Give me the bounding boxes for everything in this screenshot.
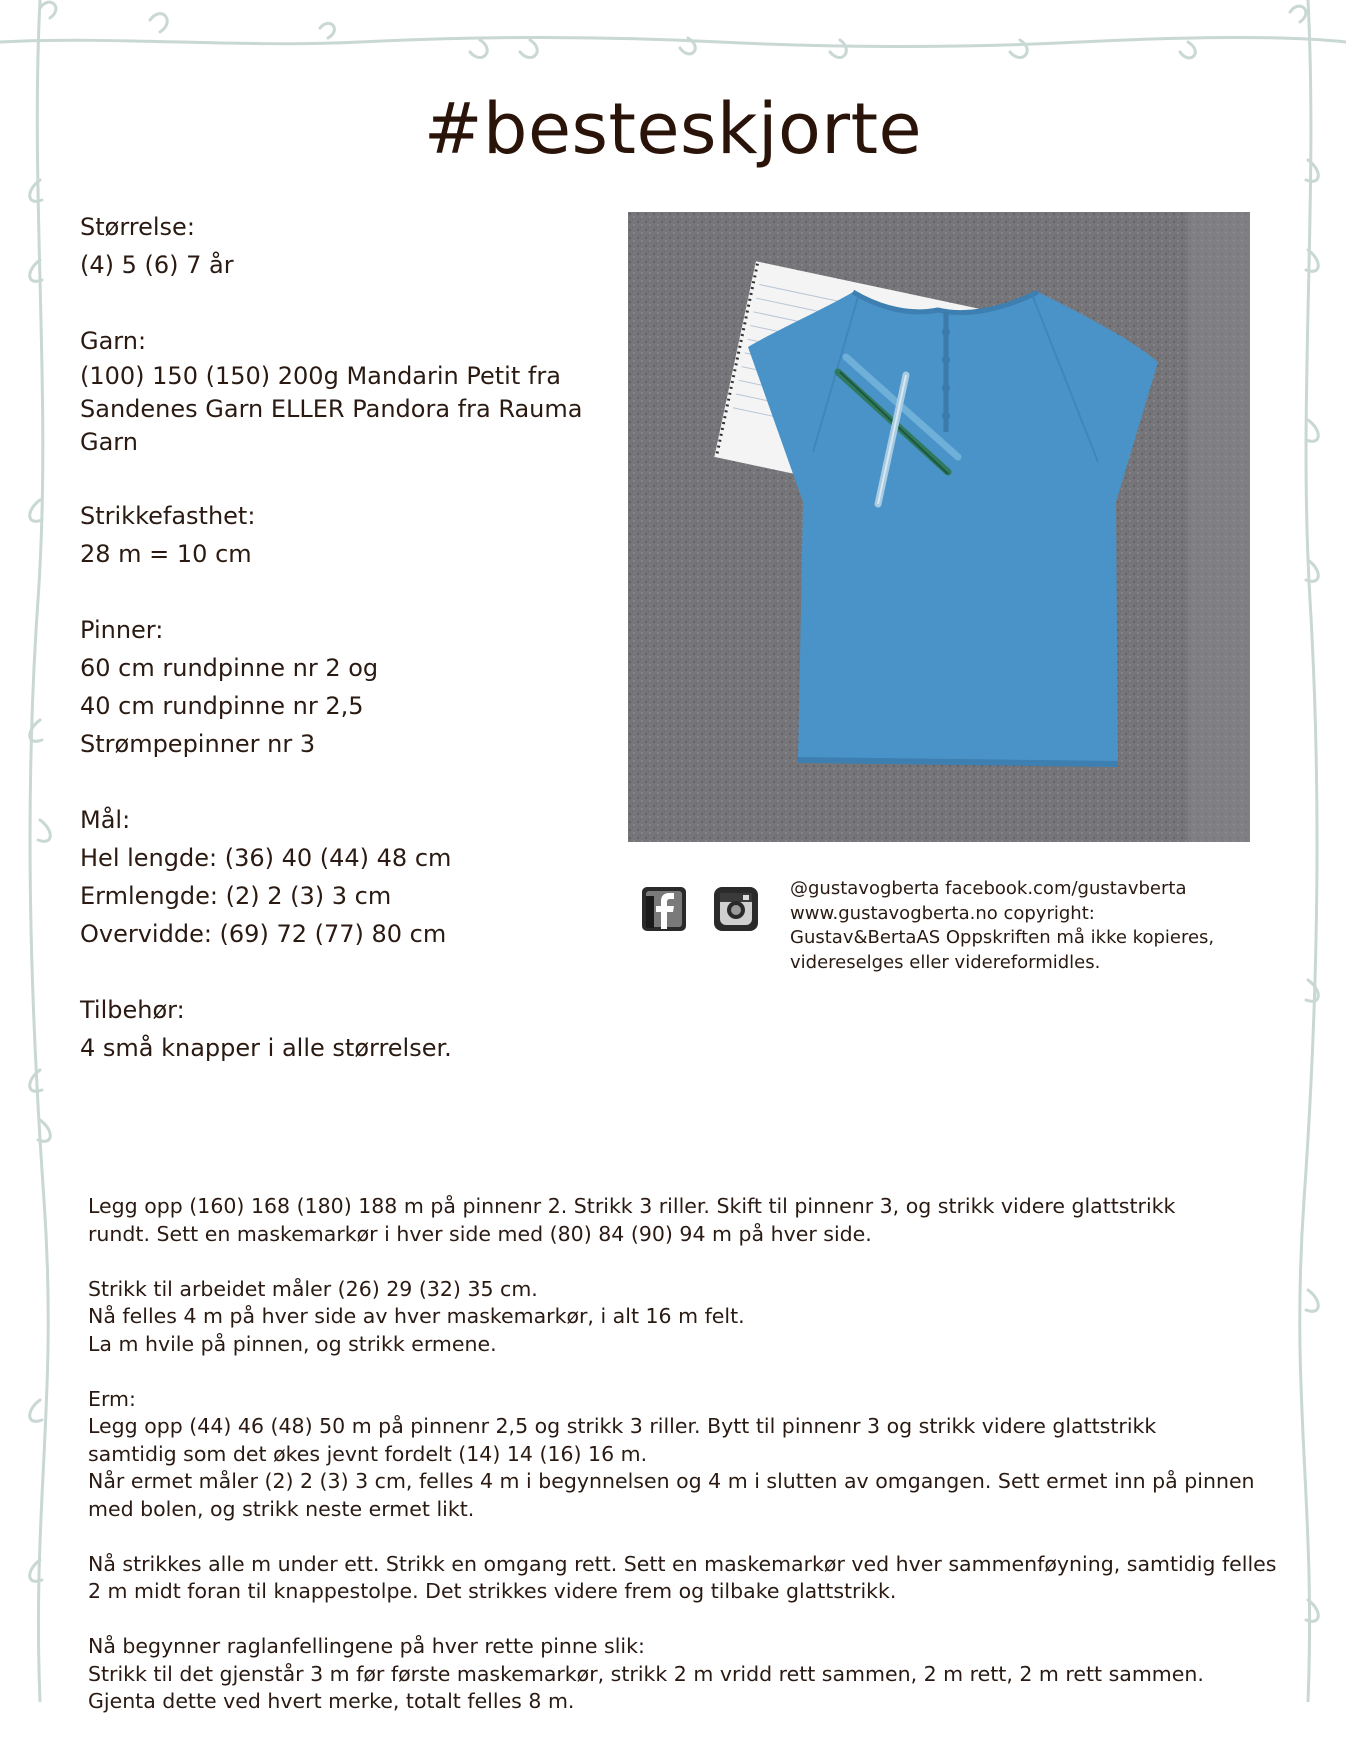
spec-value: Sandenes Garn ELLER Pandora fra Rauma [80, 395, 583, 423]
instruction-line: Legg opp (160) 168 (180) 188 m på pinnenr 2. Strikk 3 riller. Skift til pinnenr 3, og strikk videre glattstrikk [88, 1194, 1176, 1218]
spec-value: Strømpepinner nr 3 [80, 730, 316, 758]
spec-value: 4 små knapper i alle størrelser. [80, 1034, 452, 1062]
instruction-line: Nå begynner raglanfellingene på hver rette pinne slik: [88, 1634, 645, 1658]
instruction-line: med bolen, og strikk neste ermet likt. [88, 1496, 475, 1521]
knitted-shirt [748, 292, 1158, 767]
instruction-paragraph [88, 1386, 1268, 1524]
spec-value: Overvidde: (69) 72 (77) 80 cm [80, 920, 447, 948]
instruction-line: Når ermet måler (2) 2 (3) 3 cm, felles 4 m i begynnelsen og 4 m i slutten av omgangen. Sett ermet inn på pinnen [88, 1469, 1255, 1493]
copyright-line: @gustavogberta facebook.com/gustavberta [790, 878, 1187, 899]
copyright-line: videreselges eller videreformidles. [790, 951, 1101, 973]
spec-value: (100) 150 (150) 200g Mandarin Petit fra [80, 362, 561, 390]
spec-value: 28 m = 10 cm [80, 540, 252, 568]
spec-heading: Strikkefasthet: [80, 502, 256, 530]
spec-value: Garn [80, 428, 138, 456]
spec-gauge [80, 497, 620, 573]
spec-measurements [80, 801, 620, 953]
spec-heading: Pinner: [80, 616, 164, 644]
instruction-line: La m hvile på pinnen, og strikk ermene. [88, 1331, 497, 1356]
instruction-line: Erm: [88, 1386, 136, 1411]
spec-heading: Mål: [80, 806, 131, 834]
spec-accessories [80, 991, 620, 1067]
spec-value: Ermlengde: (2) 2 (3) 3 cm [80, 882, 392, 910]
page-title: #besteskjorte [423, 88, 923, 170]
pattern-instructions [88, 1193, 1277, 1743]
copyright-line: Gustav&BertaAS Oppskriften må ikke kopieres, [790, 927, 1215, 948]
instruction-line: Strikk til det gjenstår 3 m før første maskemarkør, strikk 2 m vridd rett sammen, 2 m rett, 2 m rett sammen. [88, 1661, 1204, 1686]
instruction-line: 2 m midt foran til knappestolpe. Det strikkes videre frem og tilbake glattstrikk. [88, 1579, 897, 1603]
instruction-line: rundt. Sett en maskemarkør i hver side med (80) 84 (90) 94 m på hver side. [88, 1221, 872, 1246]
instruction-line: Nå felles 4 m på hver side av hver maskemarkør, i alt 16 m felt. [88, 1304, 745, 1328]
spec-heading: Tilbehør: [80, 996, 185, 1024]
instruction-paragraph [88, 1551, 1277, 1606]
spec-heading: Størrelse: [80, 213, 195, 241]
specifications [80, 208, 620, 1105]
instruction-paragraph [88, 1633, 1268, 1716]
facebook-icon [640, 884, 688, 934]
copyright-notice [790, 877, 1260, 975]
instruction-line: Legg opp (44) 46 (48) 50 m på pinnenr 2,5 og strikk 3 riller. Bytt til pinnenr 3 og strikk videre glattstrikk [88, 1414, 1157, 1438]
spec-size [80, 208, 620, 284]
instruction-line: Gjenta dette ved hvert merke, totalt felles 8 m. [88, 1689, 575, 1713]
instruction-line: samtidig som det økes jevnt fordelt (14) 14 (16) 16 m. [88, 1441, 648, 1466]
instruction-line: Nå strikkes alle m under ett. Strikk en omgang rett. Sett en maskemarkør ved hver sammenføyning, samtidig felles [88, 1551, 1277, 1576]
spec-value: (4) 5 (6) 7 år [80, 251, 234, 279]
spec-value: 40 cm rundpinne nr 2,5 [80, 692, 364, 720]
product-photo [628, 212, 1250, 842]
spec-yarn [80, 322, 620, 459]
copyright-line: www.gustavogberta.no copyright: [790, 902, 1095, 924]
spec-value: Hel lengde: (36) 40 (44) 48 cm [80, 844, 452, 872]
instruction-line: Strikk til arbeidet måler (26) 29 (32) 35 cm. [88, 1276, 538, 1301]
instruction-paragraph [88, 1276, 1268, 1359]
spec-needles [80, 611, 620, 763]
spec-heading: Garn: [80, 327, 147, 355]
spec-value: 60 cm rundpinne nr 2 og [80, 654, 379, 682]
instagram-icon [712, 884, 760, 934]
instruction-paragraph [88, 1193, 1268, 1248]
